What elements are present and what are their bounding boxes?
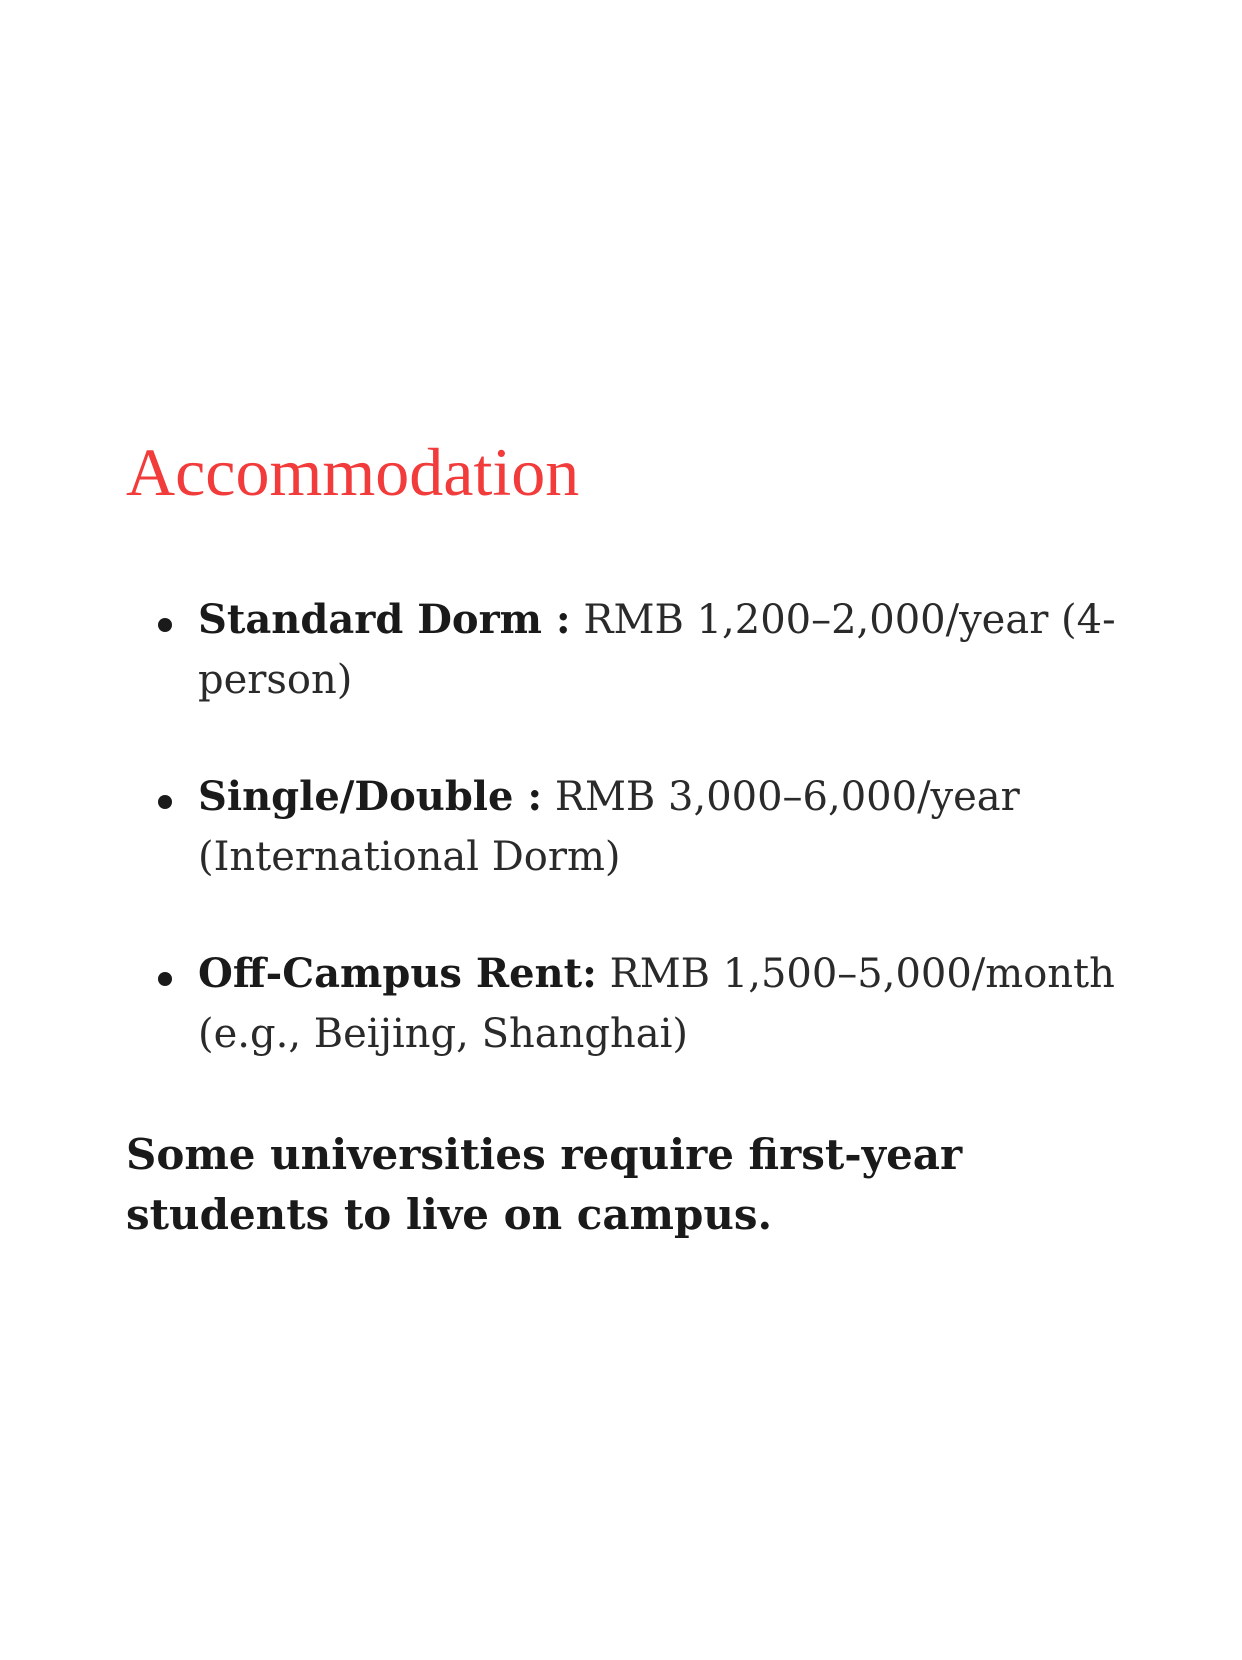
campus-note: Some universities require first-year students to live on campus. (126, 1130, 963, 1239)
list-item (198, 767, 1118, 887)
accommodation-list (198, 590, 1118, 1121)
item-label: Off-Campus Rent: (198, 950, 597, 997)
bullet-icon (158, 795, 172, 809)
item-text: RMB 3,000–6,000/year (International Dorm) (198, 774, 1020, 880)
item-text: RMB 1,200–2,000/year (4-person) (198, 597, 1116, 703)
list-item (198, 590, 1118, 710)
item-label: Standard Dorm : (198, 596, 571, 643)
item-label: Single/Double : (198, 773, 543, 820)
list-item (198, 944, 1118, 1064)
bullet-icon (158, 972, 172, 986)
bullet-icon (158, 618, 172, 632)
item-text: RMB 1,500–5,000/month (e.g., Beijing, Shanghai) (198, 951, 1115, 1057)
page-title: Accommodation (126, 434, 580, 510)
